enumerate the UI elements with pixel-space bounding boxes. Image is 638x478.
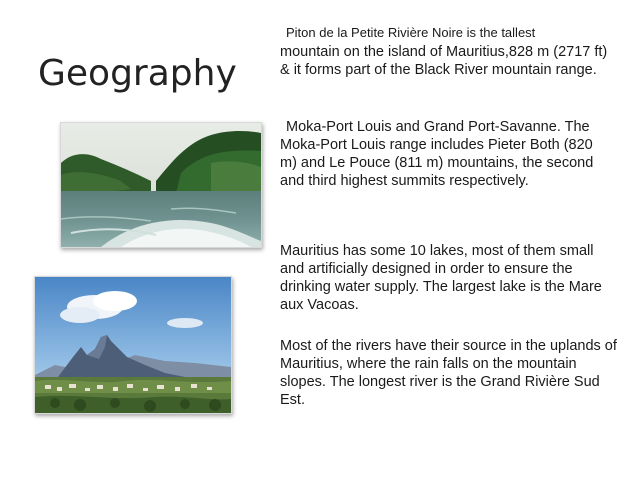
paragraph-1-body: mountain on the island of Mauritius,828 m (2717 ft) & it forms part of the Black River mountain range. — [280, 44, 608, 78]
slide-title: Geography — [38, 53, 237, 94]
river-photo — [60, 122, 262, 248]
paragraph-3: Mauritius has some 10 lakes, most of them small and artificially designed in order to ensure the drinking water supply. The largest lake is the Mare aux Vacoas. — [280, 243, 602, 313]
mountain-photo — [34, 276, 232, 414]
river-photo-image — [61, 123, 261, 247]
paragraph-1-first-line: Piton de la Petite Rivière Noire is the tallest — [286, 25, 536, 40]
paragraph-2: Moka-Port Louis and Grand Port-Savanne. The Moka-Port Louis range includes Pieter Both (820 m) and Le Pouce (811 m) mountains, the second and third highest summits respectively. — [280, 119, 594, 189]
mountain-photo-image — [35, 277, 231, 413]
paragraph-4: Most of the rivers have their source in the uplands of Mauritius, where the rain falls on the mountain slopes. The longest river is the Grand Rivière Sud Est. — [280, 338, 617, 408]
